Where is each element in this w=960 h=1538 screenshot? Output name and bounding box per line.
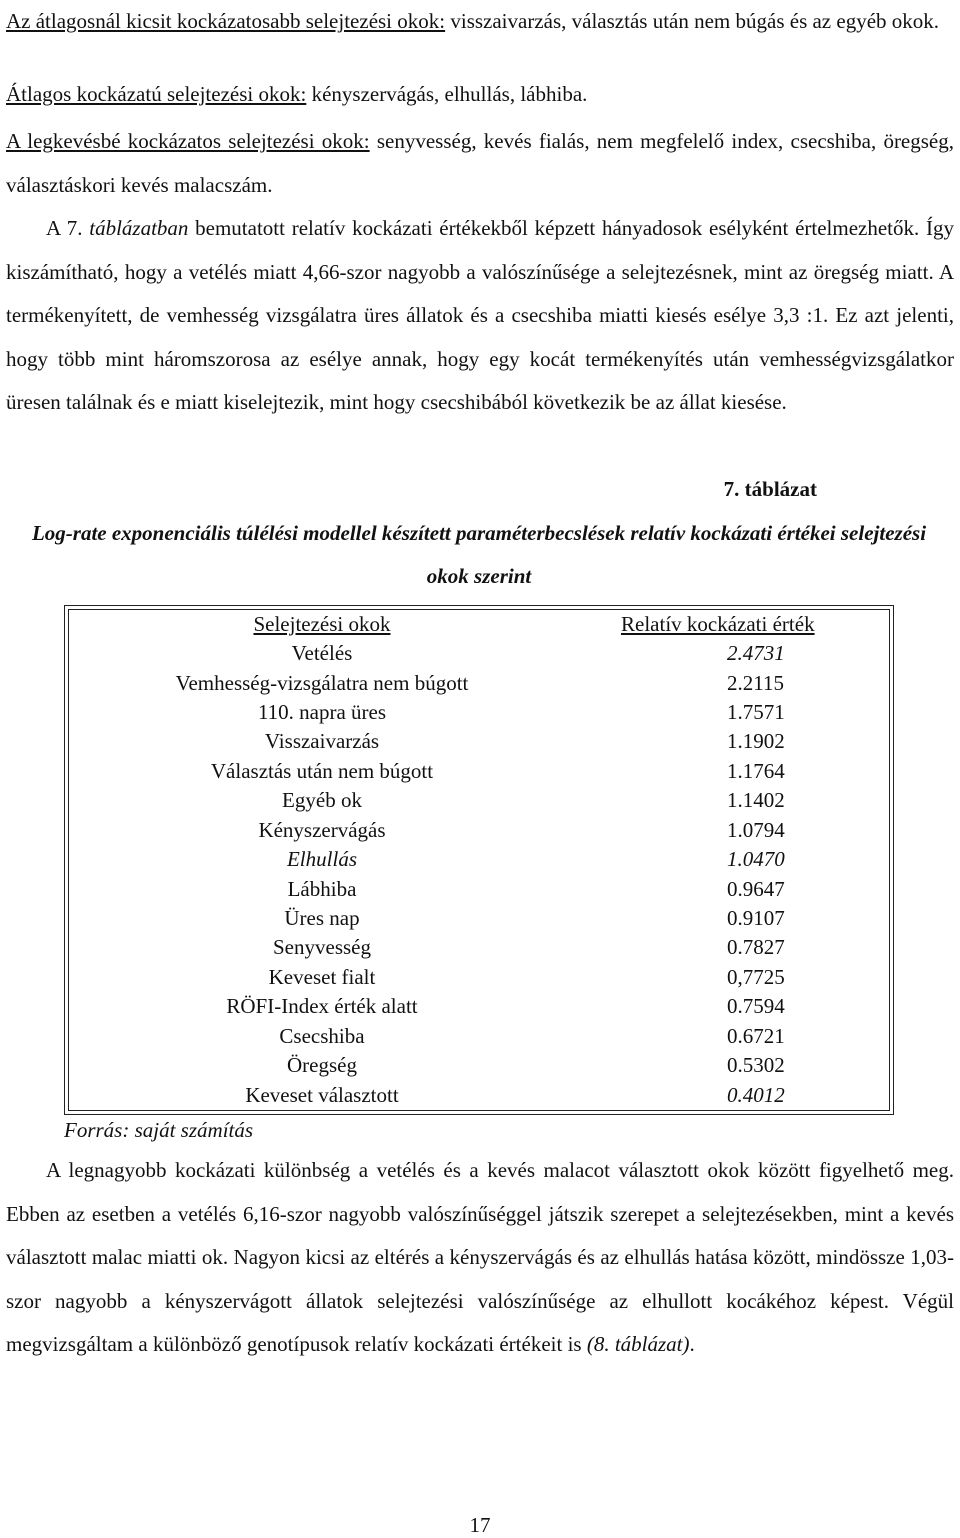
cell-cause: Választás után nem búgott (210, 758, 434, 783)
table-body (69, 639, 890, 1111)
cell-cause: Vemhesség-vizsgálatra nem búgott (175, 670, 469, 695)
table-reference: táblázatban (89, 216, 189, 240)
table-row (69, 786, 890, 815)
cell-cause: Senyvesség (273, 935, 371, 960)
cell-cause: Kényszervágás (258, 817, 386, 842)
cell-value: 0,7725 (727, 964, 785, 989)
cell-value: 1.1402 (727, 788, 785, 813)
table-caption: Log-rate exponenciális túlélési modellel készített paraméterbecslések relatív kockázati értékei selejtezési okok szerint (31, 521, 927, 588)
paragraph-text: bemutatott relatív kockázati értékekből képzett hányadosok esélyként értelmezhetők. Így kiszámítható, hogy a vetélés miatt 4,66-szor nagyobb a valószínűsége a selejtezésnek, mint az öregség miatt. A termékenyített, de vemhesség vizsgálatra üres állatok és a csecshiba miatti kiesés esélye 3,3 :1. Ez azt jelenti, hogy több mint háromszorosa az esélye annak, hogy egy kocát termékenyítés után vemhességvizsgálatkor üresen találnak és e miatt kiselejtezik, mint hogy csecshibából következik be az állat kiesése. (6, 216, 954, 414)
table-row (69, 698, 890, 727)
cell-cause: Egyéb ok (282, 788, 362, 813)
cell-cause: Keveset fialt (268, 964, 376, 989)
table-header-row (69, 610, 890, 640)
table-row (69, 845, 890, 874)
cell-value: 1.0470 (727, 847, 785, 872)
cell-value: 0.6721 (727, 1023, 785, 1048)
cell-cause: Csecshiba (279, 1023, 365, 1048)
cell-cause: Elhullás (286, 847, 357, 872)
table-row (69, 1080, 890, 1110)
cell-value: 1.1902 (727, 729, 785, 754)
paragraph-least-risk (6, 120, 954, 207)
paragraph-text: kényszervágás, elhullás, lábhiba. (306, 82, 588, 106)
cell-value: 0.9647 (727, 876, 785, 901)
cell-value: 0.7594 (727, 994, 785, 1019)
table-row (69, 963, 890, 992)
cell-cause: 110. napra üres (257, 700, 387, 725)
page-number: 17 (469, 1513, 491, 1537)
cell-cause: Öregség (287, 1053, 357, 1078)
cell-value: 0.9107 (727, 906, 785, 930)
cell-value: 1.1764 (727, 758, 785, 783)
header-cause: Selejtezési okok (253, 612, 391, 636)
cell-value: 0.4012 (727, 1082, 785, 1107)
header-value: Relatív kockázati érték (621, 612, 815, 636)
cell-value: 2.4731 (727, 641, 785, 666)
paragraph-ratio-explanation (6, 207, 954, 425)
table-row (69, 757, 890, 786)
paragraph-largest-difference (6, 1149, 954, 1367)
table-row (69, 639, 890, 668)
paragraph-text: visszaivarzás, választás után nem búgás és az egyéb okok. (445, 9, 940, 33)
paragraph-text: senyvesség, kevés fialás, nem megfelelő index, csecshiba, öregség, választáskori kevés malacszám. (6, 129, 954, 197)
cell-value: 0.5302 (727, 1053, 785, 1078)
table-row (69, 1021, 890, 1050)
table-row (69, 727, 890, 756)
table-row (69, 816, 890, 845)
table-source: Forrás: saját számítás (64, 1118, 254, 1142)
cell-value: 2.2115 (727, 670, 784, 695)
cell-cause: Lábhiba (287, 876, 357, 901)
cell-value: 1.0794 (727, 817, 785, 842)
paragraph-average-risk (6, 73, 954, 117)
relative-risk-table (68, 609, 890, 1111)
relative-risk-table-frame (64, 605, 894, 1115)
cell-cause: RÖFI-Index érték alatt (226, 994, 418, 1019)
cell-value: 0.7827 (727, 935, 785, 960)
cell-cause: Visszaivarzás (264, 729, 380, 754)
paragraph-prefix: A 7. (46, 216, 90, 240)
cell-value: 1.7571 (727, 700, 785, 725)
paragraph-text: A legnagyobb kockázati különbség a vetélés és a kevés malacot választott okok között figyelhető meg. Ebben az esetben a vetélés 6,16-szor nagyobb valószínűséggel játszik szerepet a selejtezésekben, mint a kevés választott malac miatti ok. Nagyon kicsi az eltérés a kényszervágás és az elhullás hatása között, mindössze 1,03-szor nagyobb a kényszervágott állatok selejtezési valószínűsége az elhullott kocákéhoz képest. Végül megvizsgáltam a különböző genotípusok relatív kockázati értékeit is (6, 1158, 954, 1356)
table-row (69, 992, 890, 1021)
table-number: 7. táblázat (723, 477, 817, 501)
cell-cause: Vetélés (291, 641, 353, 666)
paragraph-suffix: . (689, 1332, 695, 1356)
table-reference: (8. táblázat) (586, 1332, 690, 1356)
paragraph-label: Az átlagosnál kicsit kockázatosabb selejtezési okok: (6, 9, 446, 33)
table-row (69, 874, 890, 903)
table-row (69, 933, 890, 962)
cell-cause: Üres nap (284, 906, 360, 930)
paragraph-above-average-risk (6, 0, 954, 44)
paragraph-label: Átlagos kockázatú selejtezési okok: (6, 82, 307, 106)
paragraph-label: A legkevésbé kockázatos selejtezési okok: (6, 129, 370, 153)
table-row (69, 668, 890, 697)
table-row (69, 904, 890, 933)
table-row (69, 1051, 890, 1080)
cell-cause: Keveset választott (245, 1082, 399, 1107)
